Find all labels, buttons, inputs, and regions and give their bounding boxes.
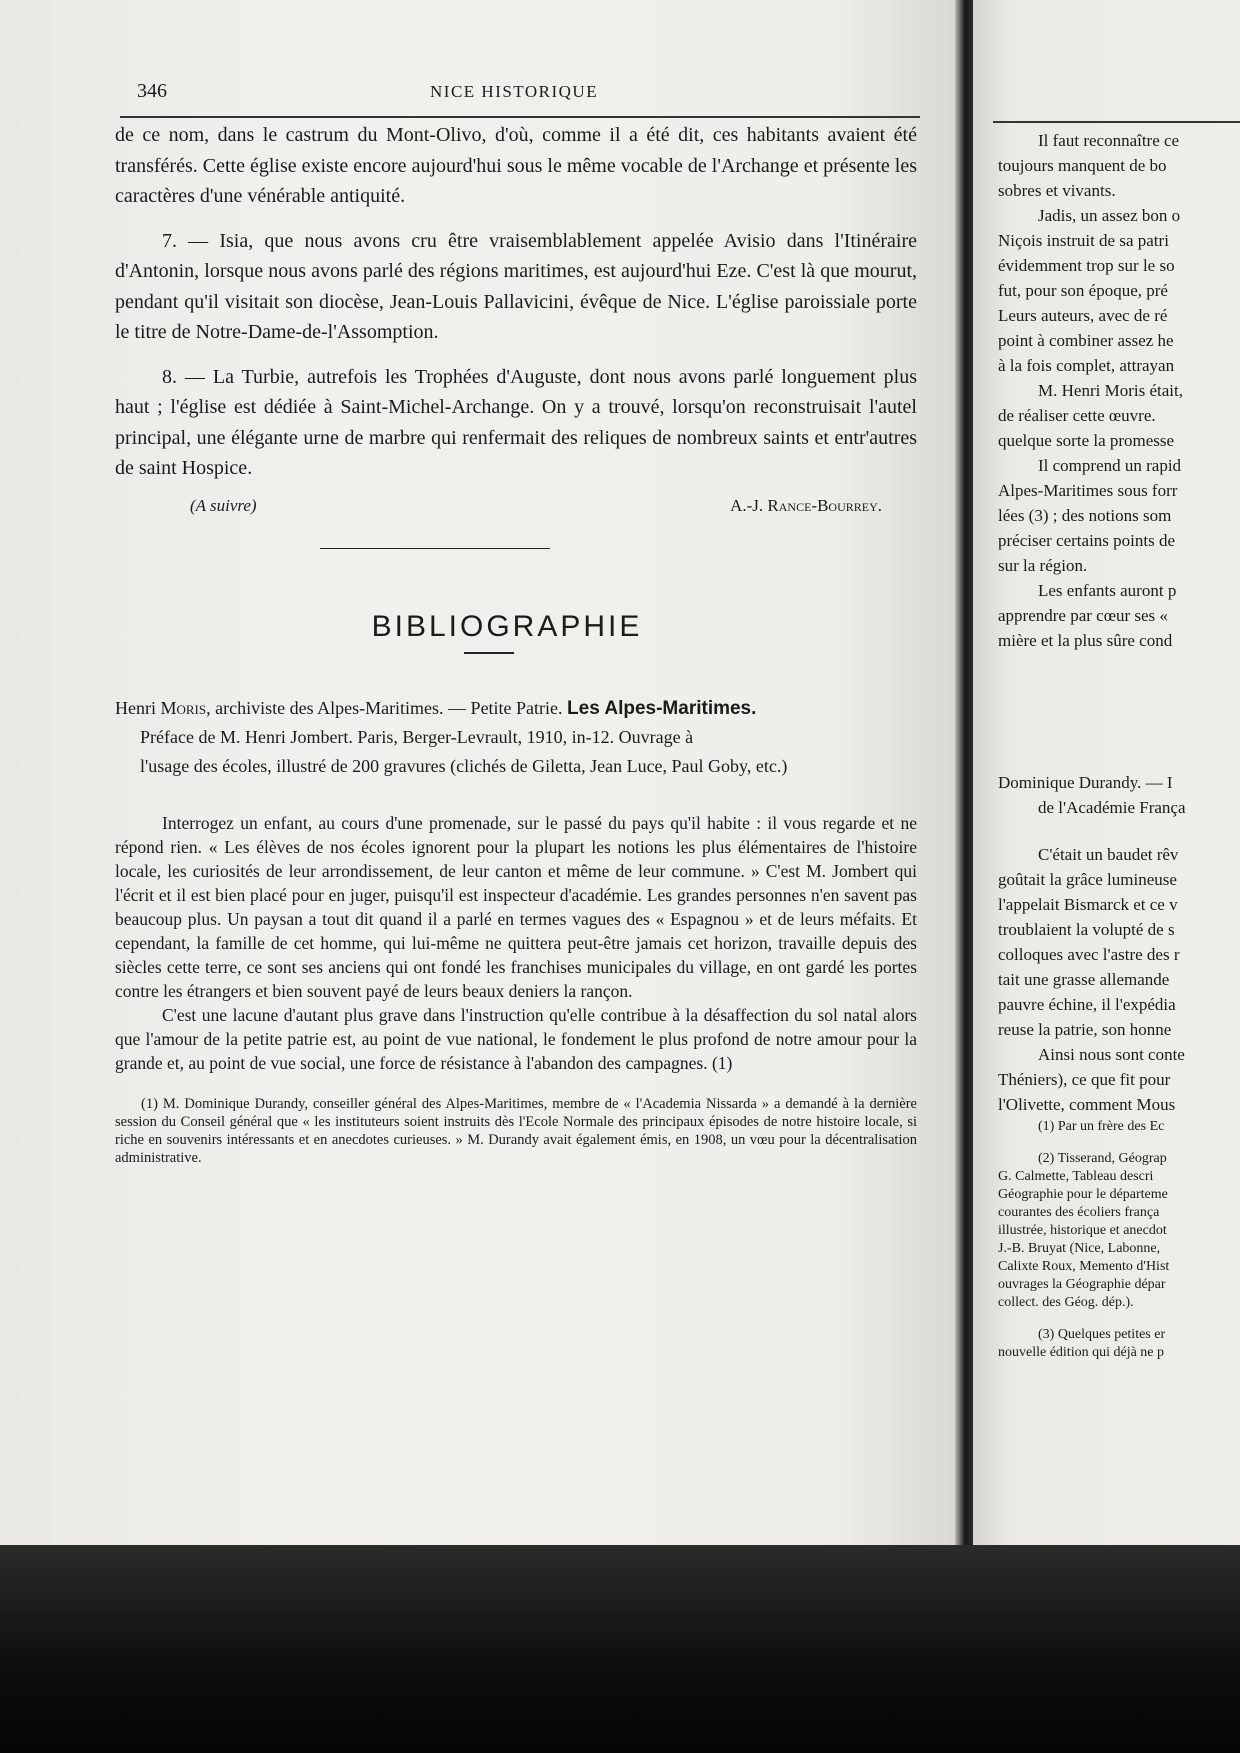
right-footnote-line: (3) Quelques petites er (1038, 1327, 1166, 1342)
bib-author-first: Henri (115, 697, 156, 718)
bib-line-2: Préface de M. Henri Jombert. Paris, Berger-Levrault, 1910, in-12. Ouvrage à (140, 726, 694, 747)
right-footnote-line: Calixte Roux, Memento d'Hist (998, 1259, 1170, 1274)
left-page-content (115, 78, 917, 1167)
article-author: A.-J. Rance-Bourrey. (730, 495, 882, 515)
right-page-line: Il comprend un rapid (1038, 456, 1182, 475)
paragraph-8: 8. — La Turbie, autrefois les Trophées d'Auguste, dont nous avons parlé longuement plus haut ; l'église est dédiée à Saint-Michel-Archange. On y a trouvé, lorsqu'on reconstruisait l'autel principal, une élégante urne de marbre qui renfermait des reliques de nombreux saints et entr'autres de saint Hospice. (115, 365, 917, 479)
right-footnote-line: illustrée, historique et anecdot (998, 1223, 1167, 1238)
right-page-line: Dominique Durandy. — I (998, 773, 1173, 792)
right-page-line: à la fois complet, attrayan (998, 356, 1175, 375)
right-page-line: Théniers), ce que fit pour (998, 1070, 1171, 1089)
right-footnote-line: ouvrages la Géographie dépar (998, 1277, 1166, 1292)
right-footnotes (998, 1118, 1169, 1362)
right-page-line: Il faut reconnaître ce (1038, 131, 1180, 150)
right-page-line: préciser certains points de (998, 531, 1176, 550)
footnote-1: (1) M. Dominique Durandy, conseiller général des Alpes-Maritimes, membre de « l'Academia Nissarda » a demandé à la dernière session du Conseil général que « les instituteurs soient instruits dès l'Ecole Normale des principaux épisodes de notre histoire locale, si riche en souvenirs intéressants et en anecdotes curieuses. » M. Durandy avait également émis, en 1908, un vœu pour la décentralisation administrative. (115, 1095, 917, 1166)
right-text-block-c (998, 842, 1185, 1117)
right-footnote-line: G. Calmette, Tableau descri (998, 1169, 1154, 1184)
right-page-line: quelque sorte la promesse (998, 431, 1175, 450)
right-page-line: goûtait la grâce lumineuse (998, 870, 1177, 889)
right-page-line: fut, pour son époque, pré (998, 281, 1168, 300)
right-page-line: Leurs auteurs, avec de ré (998, 306, 1168, 325)
right-page-line: troublaient la volupté de s (998, 920, 1175, 939)
right-footnote-line: Géographie pour le départeme (998, 1187, 1168, 1202)
right-text-block-a (998, 128, 1183, 653)
right-page-line: sobres et vivants. (998, 181, 1116, 200)
right-page-line: point à combiner assez he (998, 331, 1174, 350)
page-header (115, 78, 917, 118)
running-title: NICE HISTORIQUE (430, 82, 599, 101)
right-page-line: C'était un baudet rêv (1038, 845, 1179, 864)
right-page-line: Jadis, un assez bon o (1038, 206, 1181, 225)
right-footnote-line: (1) Par un frère des Ec (1038, 1119, 1165, 1134)
header-rule (120, 116, 920, 118)
review-paragraph-1: Interrogez un enfant, au cours d'une promenade, sur le passé du pays qu'il habite : il vous regarde et ne répond rien. « Les élèves de nos écoles ignorent pour la plupart les notions les plus élémentaires de l'histoire locale, les curiosités de leur arrondissement, de leur canton et même de leur commune. » C'est M. Jombert qui l'écrit et il est bien placé pour en juger, puisqu'il est inspecteur d'académie. Les grandes personnes n'en savent pas beaucoup plus. Un paysan a tout dit quand il a parlé en termes vagues des « Espagnou » et de leurs méfaits. Et cependant, la famille de cet homme, qui lui-même ne quittera peut-être jamais cet horizon, travaille depuis des siècles cette terre, ce sont ses anciens qui ont fondé les franchises municipales du village, en ont gardé les portes contre les étrangers et bien souvent payé de leurs beaux deniers la rançon. (115, 812, 917, 1001)
continued-paragraph: de ce nom, dans le castrum du Mont-Olivo, d'où, comme il a été dit, ces habitants avaient été transférés. Cette église existe encore aujourd'hui sous le même vocable de l'Archange et présente les caractères d'une vénérable antiquité. (115, 124, 917, 207)
signature-line (115, 496, 917, 536)
right-page-line: évidemment trop sur le so (998, 256, 1175, 275)
right-footnote-line: courantes des écoliers frança (998, 1205, 1160, 1220)
bib-line1-rest: , archiviste des Alpes-Maritimes. — Petite Patrie. (206, 697, 563, 718)
to-follow-note: (A suivre) (190, 495, 257, 515)
right-page-line: Ainsi nous sont conte (1038, 1045, 1185, 1064)
right-page-line: mière et la plus sûre cond (998, 631, 1173, 650)
review-paragraph-2: C'est une lacune d'autant plus grave dans l'instruction qu'elle contribue à la désaffection du sol natal alors que l'amour de la petite patrie est, au point de vue national, le fondement le plus profond de notre amour pour la grande et, au point de vue social, une force de résistance à l'abandon des campagnes. (1) (115, 1004, 917, 1073)
scan-bottom-border (0, 1545, 1240, 1753)
bib-author-last: Moris (160, 697, 207, 718)
right-page-line: lées (3) ; des notions som (998, 506, 1172, 525)
right-page-line: colloques avec l'astre des r (998, 945, 1180, 964)
right-footnote-line: nouvelle édition qui déjà ne p (998, 1345, 1165, 1360)
page-number: 346 (137, 80, 167, 102)
right-page-line: l'Olivette, comment Mous (998, 1095, 1176, 1114)
right-page-line: Alpes-Maritimes sous forr (998, 481, 1178, 500)
right-page (973, 0, 1240, 1545)
bib-title: Les Alpes-Maritimes. (567, 697, 757, 719)
right-page-line: Niçois instruit de sa patri (998, 231, 1169, 250)
right-page-line: Les enfants auront p (1038, 581, 1177, 600)
book-gutter (955, 0, 973, 1545)
right-page-line: M. Henri Moris était, (1038, 381, 1183, 400)
right-footnote-line: collect. des Géog. dép.). (998, 1295, 1134, 1310)
right-page-line: tait une grasse allemande (998, 970, 1170, 989)
right-footnote-line: J.-B. Bruyat (Nice, Labonne, (998, 1241, 1161, 1256)
right-text-block-b (998, 770, 1186, 820)
right-page-line: l'appelait Bismarck et ce v (998, 895, 1178, 914)
right-page-line: de réaliser cette œuvre. (998, 406, 1156, 425)
right-page-line: sur la région. (998, 556, 1088, 575)
bib-line-3: l'usage des écoles, illustré de 200 gravures (clichés de Giletta, Jean Luce, Paul Goby, etc.) (140, 755, 788, 776)
section-title: BIBLIOGRAPHIE (371, 609, 643, 643)
bibliography-entry (115, 694, 917, 781)
section-title-underline (464, 652, 514, 654)
right-page-line: pauvre échine, il l'expédia (998, 995, 1176, 1014)
paragraph-7: 7. — Isia, que nous avons cru être vraisemblablement appelée Avisio dans l'Itinéraire d'Antonin, lorsque nous avons parlé des régions maritimes, est aujourd'hui Eze. C'est là que mourut, pendant qu'il visitait son diocèse, Jean-Louis Pallavicini, évêque de Nice. L'église paroissiale porte le titre de Notre-Dame-de-l'Assomption. (115, 229, 917, 343)
right-header-rule (993, 121, 1240, 123)
right-page-line: reuse la patrie, son honne (998, 1020, 1172, 1039)
right-page-line: apprendre par cœur ses « (998, 606, 1168, 625)
section-divider (115, 536, 917, 566)
right-page-line: de l'Académie França (1038, 798, 1186, 817)
right-page-line: toujours manquent de bo (998, 156, 1167, 175)
right-footnote-line: (2) Tisserand, Géograp (1038, 1151, 1167, 1166)
bib-line-1 (115, 694, 917, 723)
